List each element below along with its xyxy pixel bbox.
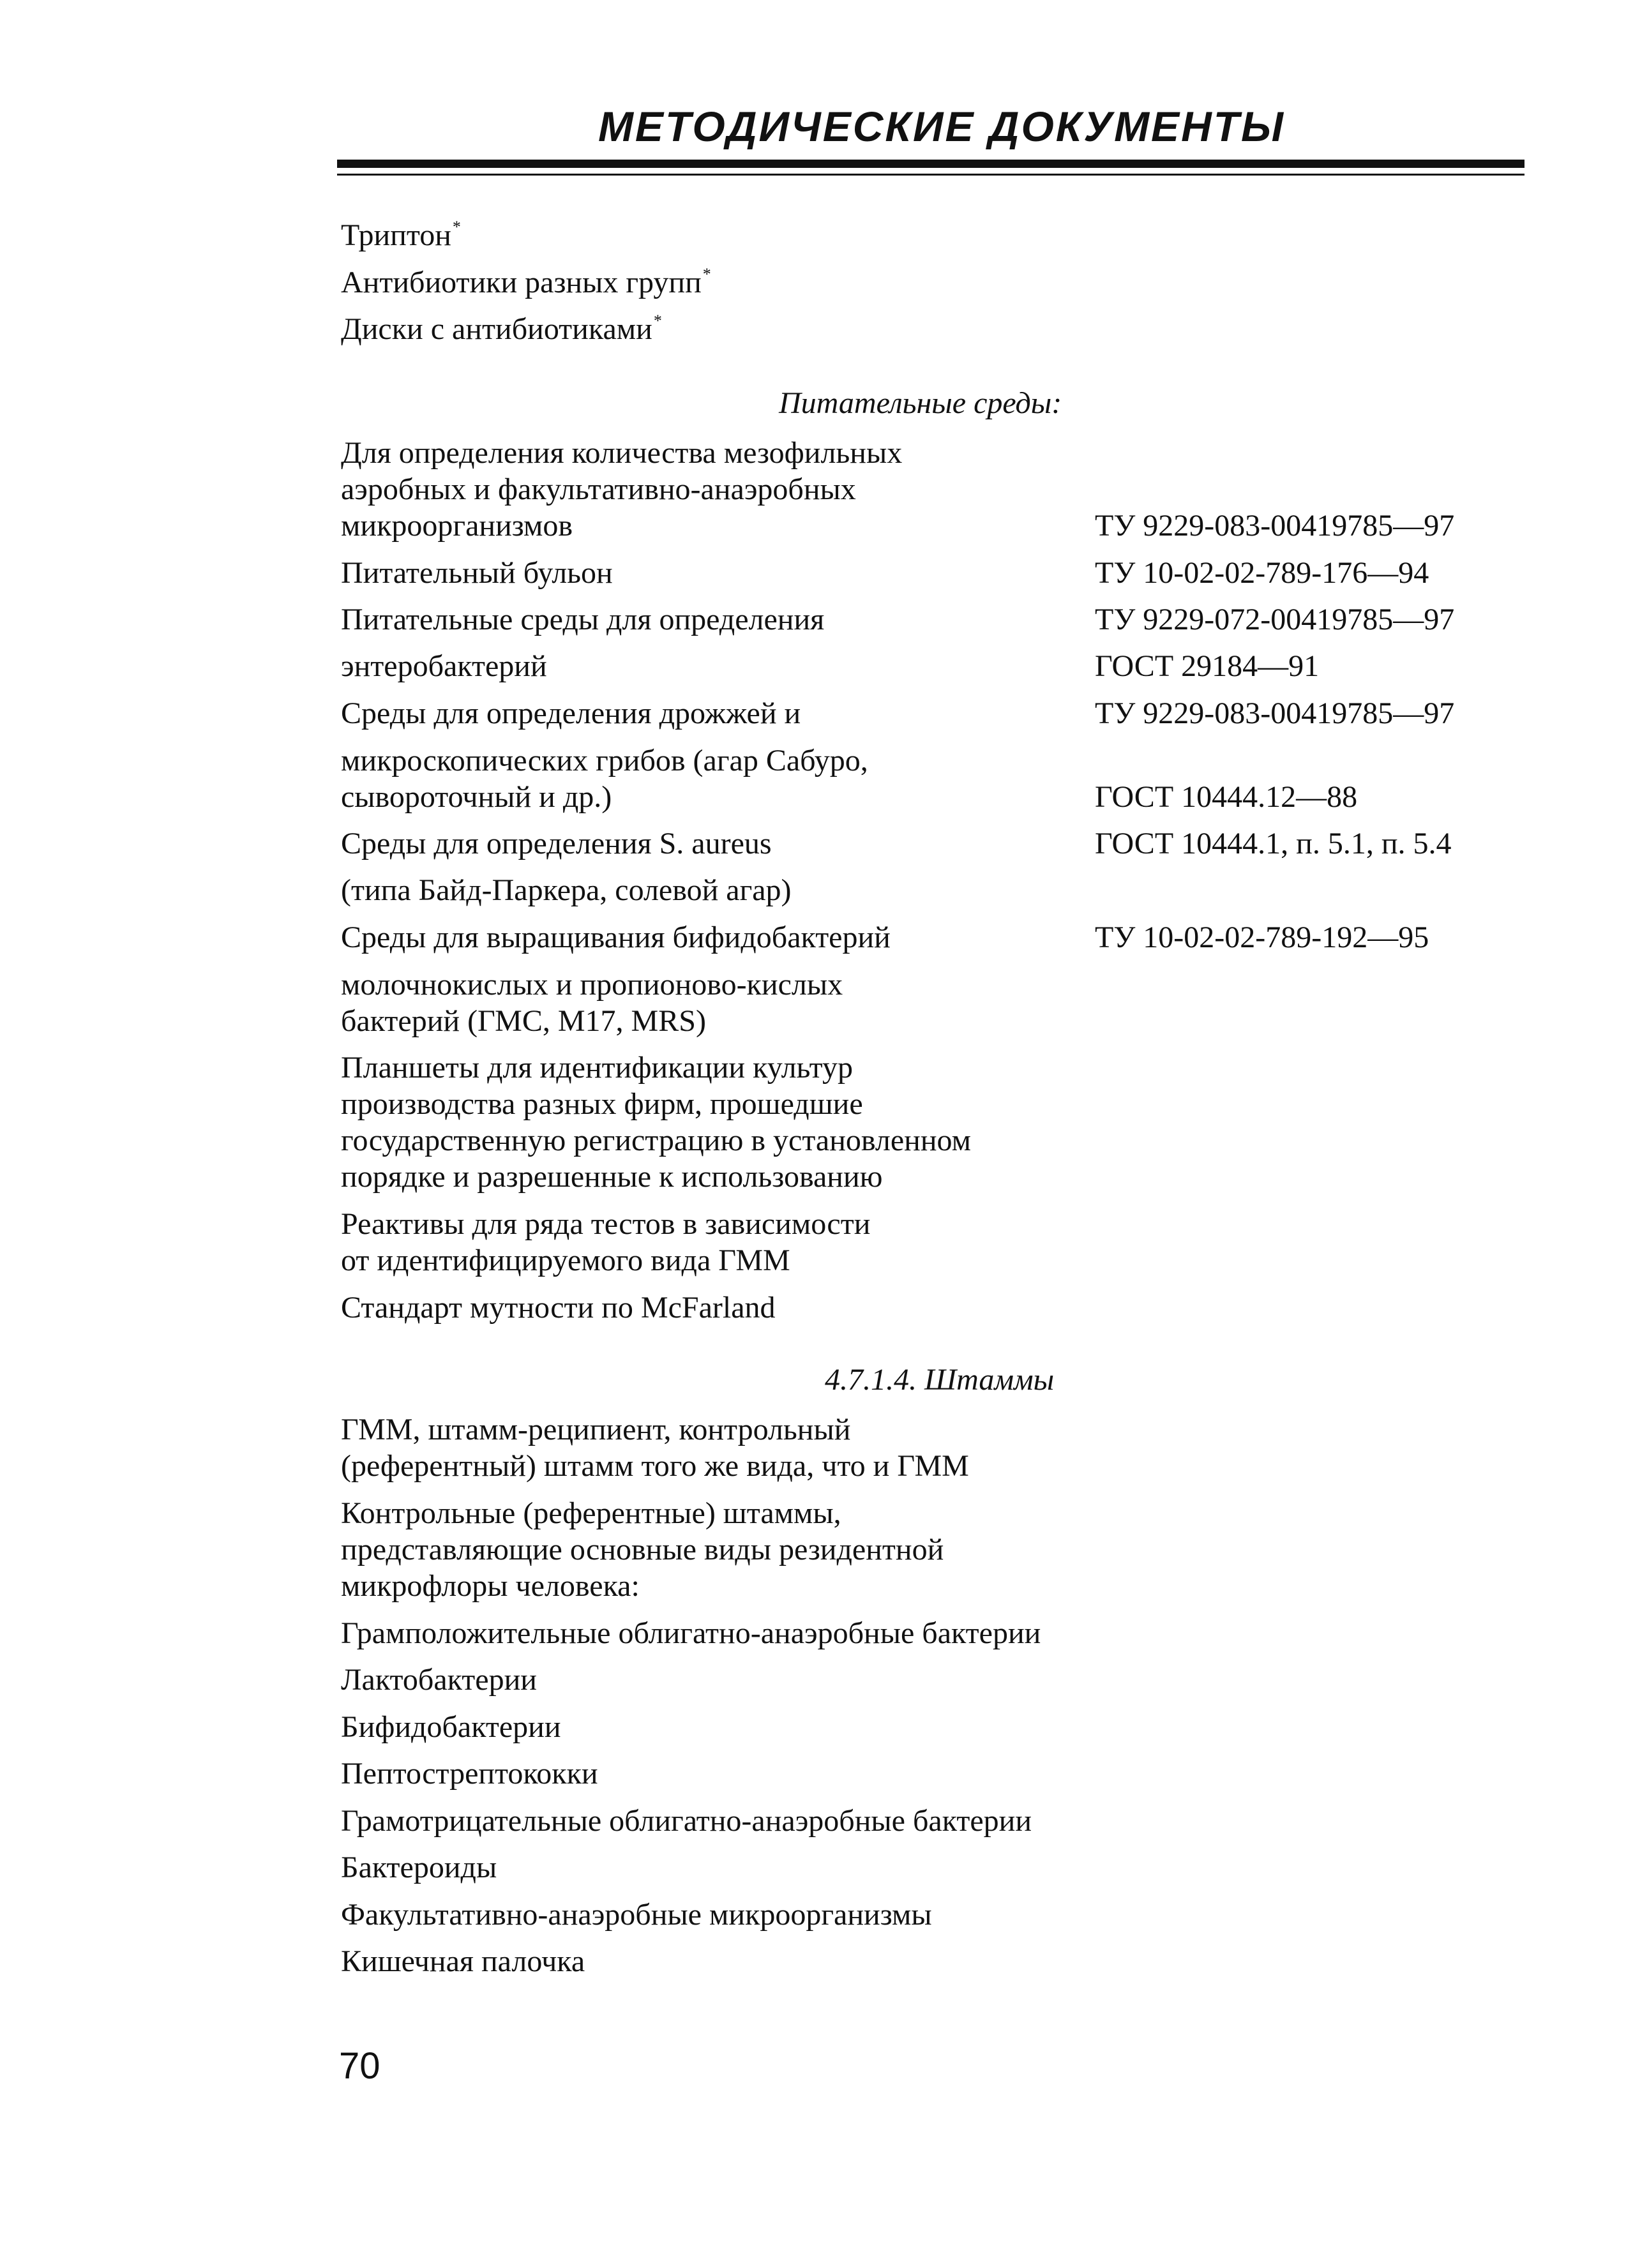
strain-line: Лактобактерии [341,1663,537,1697]
media-heading: Питательные среды: [779,386,1062,420]
strains-heading: 4.7.1.4. Штаммы [825,1363,1055,1397]
media-line: Реактивы для ряда тестов в зависимости [341,1207,871,1241]
media-standard: ГОСТ 29184—91 [1095,649,1320,683]
reagent-item: Триптон* [341,218,461,252]
strain-line: микрофлоры человека: [341,1569,640,1603]
strain-line: Бифидобактерии [341,1710,561,1744]
strain-line: представляющие основные виды резидентной [341,1533,944,1566]
media-line: от идентифицируемого вида ГММ [341,1243,790,1277]
media-line: бактерий (ГМС, М17, MRS) [341,1004,706,1038]
media-line: Стандарт мутности по McFarland [341,1291,776,1325]
media-standard: ГОСТ 10444.1, п. 5.1, п. 5.4 [1095,827,1452,860]
media-line: энтеробактерий [341,649,547,683]
media-line: (типа Байд-Паркера, солевой агар) [341,873,792,907]
media-standard: ТУ 10-02-02-789-176—94 [1095,556,1429,590]
media-line: Для определения количества мезофильных [341,436,903,470]
media-line: молочнокислых и пропионово-кислых [341,968,843,1002]
media-standard: ГОСТ 10444.12—88 [1095,780,1358,814]
media-line: Среды для определения S. aureus [341,827,772,860]
strain-line: ГММ, штамм-реципиент, контрольный [341,1413,851,1446]
media-standard: ТУ 9229-072-00419785—97 [1095,603,1455,636]
strain-line: Бактероиды [341,1851,497,1884]
strain-line: Грамотрицательные облигатно-анаэробные бактерии [341,1804,1032,1838]
media-line: Среды для определения дрожжей и [341,696,801,730]
media-line: государственную регистрацию в установленном [341,1123,971,1157]
strain-line: Кишечная палочка [341,1944,585,1978]
media-line: порядке и разрешенные к использованию [341,1160,883,1194]
media-line: аэробных и факультативно-анаэробных [341,472,856,506]
media-line: Питательный бульон [341,556,613,590]
strain-line: Грамположительные облигатно-анаэробные бактерии [341,1616,1041,1650]
media-line: Питательные среды для определения [341,603,825,636]
strain-line: Контрольные (референтные) штаммы, [341,1496,841,1530]
strain-line: Пептострептококки [341,1757,598,1791]
strain-line: (референтный) штамм того же вида, что и ГММ [341,1449,969,1483]
media-line: Среды для выращивания бифидобактерий [341,920,891,954]
reagent-item: Диски с антибиотиками* [341,312,662,346]
header-rule-thick [337,160,1524,168]
page-number: 70 [339,2045,380,2087]
media-standard: ТУ 10-02-02-789-192—95 [1095,920,1429,954]
reagent-item: Антибиотики разных групп* [341,265,711,299]
media-line: производства разных фирм, прошедшие [341,1087,863,1121]
running-header: МЕТОДИЧЕСКИЕ ДОКУМЕНТЫ [598,103,1286,150]
media-standard: ТУ 9229-083-00419785—97 [1095,509,1455,543]
media-line: микроскопических грибов (агар Сабуро, [341,744,868,777]
header-rule-thin [337,174,1524,176]
strain-line: Факультативно-анаэробные микроорганизмы [341,1898,932,1932]
media-line: микроорганизмов [341,509,573,543]
media-line: Планшеты для идентификации культур [341,1051,853,1085]
media-standard: ТУ 9229-083-00419785—97 [1095,696,1455,730]
media-line: сывороточный и др.) [341,780,612,814]
